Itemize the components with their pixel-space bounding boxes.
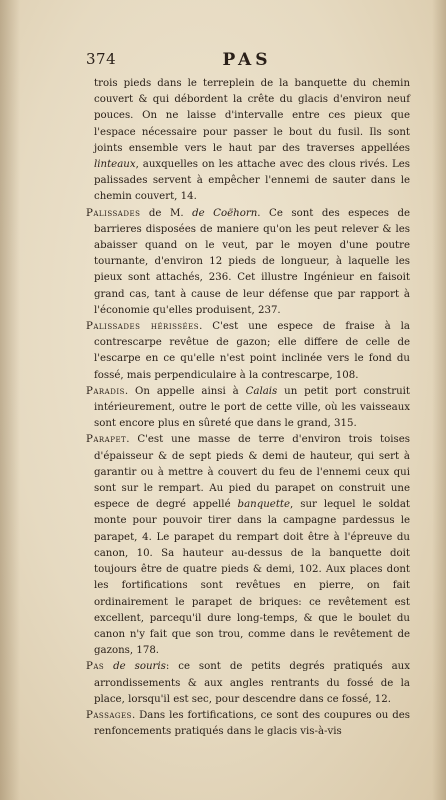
entry-term: Passages (86, 709, 132, 721)
entry-italic: de souris (113, 661, 166, 673)
entry-text: . Ce sont des especes de barrieres disposées de maniere qu'on les peut relever & les abaisser quand on le veut, par le moyen d'une poutre tournante, d'environ 12 pieds de longueur, à laquelle les pieux sont attachés, 236. Cet illustre Ingénieur en faisoit grand cas, tant à cause de leur défense que par rapport à l'économie qu'elles produisent, 237. (94, 207, 411, 316)
entry-term: Palissades hérissées (86, 321, 200, 333)
entry-passages (86, 708, 410, 740)
entry-text: de M. (140, 207, 193, 219)
entry-term: Palissades (86, 207, 141, 219)
entry-text: , auxquelles on les attache avec des clous rivés. Les palissades servent à empêcher l'ennemi de sauter dans le chemin couvert, 14. (94, 159, 410, 203)
page-number: 374 (86, 50, 117, 68)
entry-text (104, 661, 113, 672)
running-head: PAS (222, 50, 272, 70)
entry-italic: de Coëhorn (192, 207, 258, 219)
entry-italic: linteaux (94, 159, 136, 171)
entry-term: Pas (86, 661, 105, 673)
entry-italic: banquette (237, 499, 291, 511)
entry-palissades-herissees (86, 319, 410, 384)
page-header (86, 50, 408, 70)
entry-term: Parapet (86, 434, 127, 446)
entry-parapet (86, 432, 410, 659)
entry-text: , sur lequel le soldat monte pour pouvoir tirer dans la campagne pardessus le parapet, 4. Le parapet du rempart doit être à l'épreuve du canon, 10. Sa hauteur au-dessus de la banquette doit toujours être de quatre pieds & demi, 102. Aux places dont les fortifications sont revêtues en pierre, on fait ordinairement le parapet de briques: ce revêtement est excellent, parcequ'il dure long-temps, & que le boulet du canon n'y fait que son trou, comme dans le revêtement de gazons, 178. (94, 499, 410, 657)
entry-continuation (86, 76, 410, 206)
entry-text: . C'est une masse de terre d'environ trois toises d'épaisseur & de sept pieds & demi de hauteur, qui sert à garantir ou à mettre à couvert du feu de l'ennemi ceux qui sont sur le rempart. Au pied du parapet on construit une espece de degré appellé (94, 434, 410, 511)
entry-palissades-coehorn (86, 206, 410, 319)
entry-pas-de-souris (86, 659, 410, 708)
entry-text: un petit port construit intérieurement, outre le port de cette ville, où les vaisseaux sont encore plus en sûreté que dans le grand, 315. (94, 385, 410, 430)
entry-text: . Dans les fortifications, ce sont des coupures ou des renfoncements pratiqués dans le glacis vis-à-vis (94, 709, 410, 738)
entry-paradis (86, 384, 410, 433)
entry-text: . On appelle ainsi à (124, 385, 246, 397)
entry-text: . C'est une espece de fraise à la contrescarpe revêtue de gazon; elle differe de celle de l'escarpe en ce qu'elle n'est point inclinée vers le fond du fossé, mais perpendiculaire à la contrescarpe, 108. (94, 321, 410, 381)
entry-text: trois pieds dans le terreplein de la banquette du chemin couvert & qui débordent la crête du glacis d'environ neuf pouces. On ne laisse d'intervalle entre ces pieux que l'espace nécessaire pour passer le bout du fusil. Ils sont joints ensemble vers le haut par des traverses appellées (94, 78, 410, 154)
entry-text: : ce sont de petits degrés pratiqués aux arrondissements & aux angles rentrants du fossé de la place, lorsqu'il est sec, pour descendre dans ce fossé, 12. (94, 661, 410, 705)
entry-term: Paradis (86, 385, 125, 397)
dictionary-text (86, 76, 410, 740)
entry-italic: Calais (245, 385, 278, 397)
